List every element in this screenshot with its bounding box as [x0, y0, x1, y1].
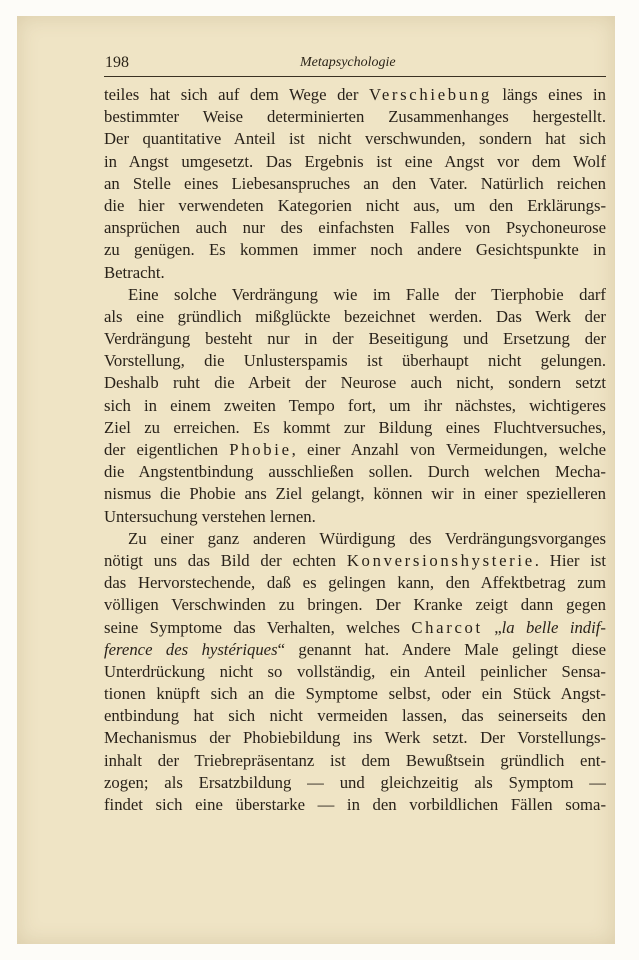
text-run: zu genügen. Es kommen immer noch andere Gesichtspunkte in — [104, 240, 606, 260]
text-run: völligen Verschwinden zu bringen. Der Kranke zeigt dann gegen — [104, 595, 606, 615]
text-line — [104, 550, 606, 572]
text-run: Unterdrückung nicht so vollständig, ein Anteil peinlicher Sensa- — [104, 661, 606, 681]
header-rule — [104, 76, 606, 77]
text-line — [104, 106, 606, 128]
text-run: in Angst umgesetzt. Das Ergebnis ist eine Angst vor dem Wolf — [104, 151, 606, 171]
text-run: nismus die Phobie ans Ziel gelangt, können wir in einer spezielleren — [104, 484, 606, 504]
text-run: das Hervorstechende, daß es gelingen kann, den Affektbetrag zum — [104, 573, 606, 593]
text-line — [104, 794, 606, 816]
text-run: nötigt uns das Bild der echten — [104, 550, 347, 570]
text-run: teiles hat sich auf dem Wege der — [104, 85, 369, 104]
text-line — [104, 506, 606, 528]
text-line — [104, 461, 606, 483]
text-line — [104, 417, 606, 439]
text-run: Betracht. — [104, 262, 165, 282]
text-run: längs eines in — [491, 85, 606, 104]
spaced-emphasis: Phobie — [229, 440, 292, 459]
text-run: findet sich eine überstarke — in den vorbildlichen Fällen soma- — [104, 795, 606, 814]
text-run: Der quantitative Anteil ist nicht verschwunden, sondern hat sich — [104, 129, 606, 149]
text-line — [104, 372, 606, 394]
text-run: Vorstellung, die Unlusterspamis ist überhaupt nicht gelungen. — [104, 351, 606, 371]
text-run: Zu einer ganz anderen Würdigung des Verdrängungsvorganges — [128, 528, 606, 548]
text-run: der eigentlichen — [104, 440, 230, 459]
text-run: die Angstentbindung ausschließen sollen. Durch welchen Mecha- — [104, 462, 606, 482]
body-text — [104, 84, 606, 816]
text-line — [104, 705, 606, 727]
spaced-emphasis: Charcot — [411, 617, 483, 637]
running-title: Metapsychologie — [300, 55, 396, 70]
text-line — [104, 84, 606, 106]
text-run: seine Symptome das Verhalten, welches — [104, 617, 412, 637]
text-run: “ genannt hat. Andere Male gelingt diese — [277, 639, 606, 659]
text-run: Verdrängung besteht nur in der Beseitigung und Ersetzung der — [104, 329, 606, 349]
text-line — [104, 594, 606, 616]
text-line — [104, 750, 606, 772]
text-run: inhalt der Triebrepräsentanz ist dem Bewußtsein gründlich ent- — [104, 750, 606, 770]
text-run: „ — [482, 617, 502, 637]
text-line — [104, 683, 606, 705]
text-line — [104, 439, 606, 461]
text-line — [104, 151, 606, 173]
text-line — [104, 350, 606, 372]
text-run: die hier verwendeten Kategorien nicht aus, um den Erklärungs- — [104, 195, 606, 215]
text-run: Untersuchung verstehen lernen. — [104, 506, 316, 526]
text-run: ansprüchen auch nur des einfachsten Falles von Psychoneurose — [104, 218, 606, 238]
text-line — [104, 306, 606, 328]
spaced-emphasis: Verschiebung — [368, 85, 492, 104]
text-line — [104, 528, 606, 550]
text-run: , einer Anzahl von Vermeidungen, welche — [291, 440, 606, 459]
text-run: Ziel zu erreichen. Es kommt zur Bildung eines Fluchtversuches, — [104, 417, 606, 437]
text-line — [104, 772, 606, 794]
text-line — [104, 617, 606, 639]
paragraph — [104, 528, 606, 816]
italic-text: ference des hystériques — [104, 639, 278, 659]
text-run: tionen knüpft sich an die Symptome selbst, oder ein Stück Angst- — [104, 684, 606, 704]
text-run: entbindung hat sich nicht vermeiden lassen, das seinerseits den — [104, 706, 606, 726]
text-line — [104, 217, 606, 239]
text-line — [104, 395, 606, 417]
text-run: sich in einem zweiten Tempo fort, um ihr nächstes, wichtigeres — [104, 395, 606, 415]
spaced-emphasis: Konversionshysterie — [346, 550, 535, 570]
text-run: bestimmter Weise determinierten Zusammenhanges hergestellt. — [104, 107, 606, 127]
text-line — [104, 727, 606, 749]
text-line — [104, 483, 606, 505]
text-line — [104, 572, 606, 594]
page-number: 198 — [105, 54, 129, 71]
text-line — [104, 239, 606, 261]
text-line — [104, 661, 606, 683]
text-line — [104, 173, 606, 195]
text-run: an Stelle eines Liebesanspruches an den Vater. Natürlich reichen — [104, 173, 606, 193]
text-line — [104, 328, 606, 350]
text-run: Deshalb ruht die Arbeit der Neurose auch nicht, sondern setzt — [104, 373, 606, 393]
text-line — [104, 195, 606, 217]
text-run: Eine solche Verdrängung wie im Falle der Tierphobie darf — [128, 284, 606, 304]
text-run: als eine gründlich mißglückte bezeichnet werden. Das Werk der — [104, 306, 606, 326]
text-run: . Hier ist — [534, 550, 606, 570]
text-line — [104, 284, 606, 306]
text-run: zogen; als Ersatzbildung — und gleichzeitig als Symptom — — [104, 772, 606, 792]
paragraph — [104, 84, 606, 284]
running-head — [105, 54, 605, 72]
text-line — [104, 128, 606, 150]
text-line — [104, 639, 606, 661]
text-line — [104, 262, 606, 284]
paragraph — [104, 284, 606, 528]
italic-text: la belle indif- — [501, 617, 606, 637]
text-run: Mechanismus der Phobiebildung ins Werk setzt. Der Vorstellungs- — [104, 728, 606, 748]
